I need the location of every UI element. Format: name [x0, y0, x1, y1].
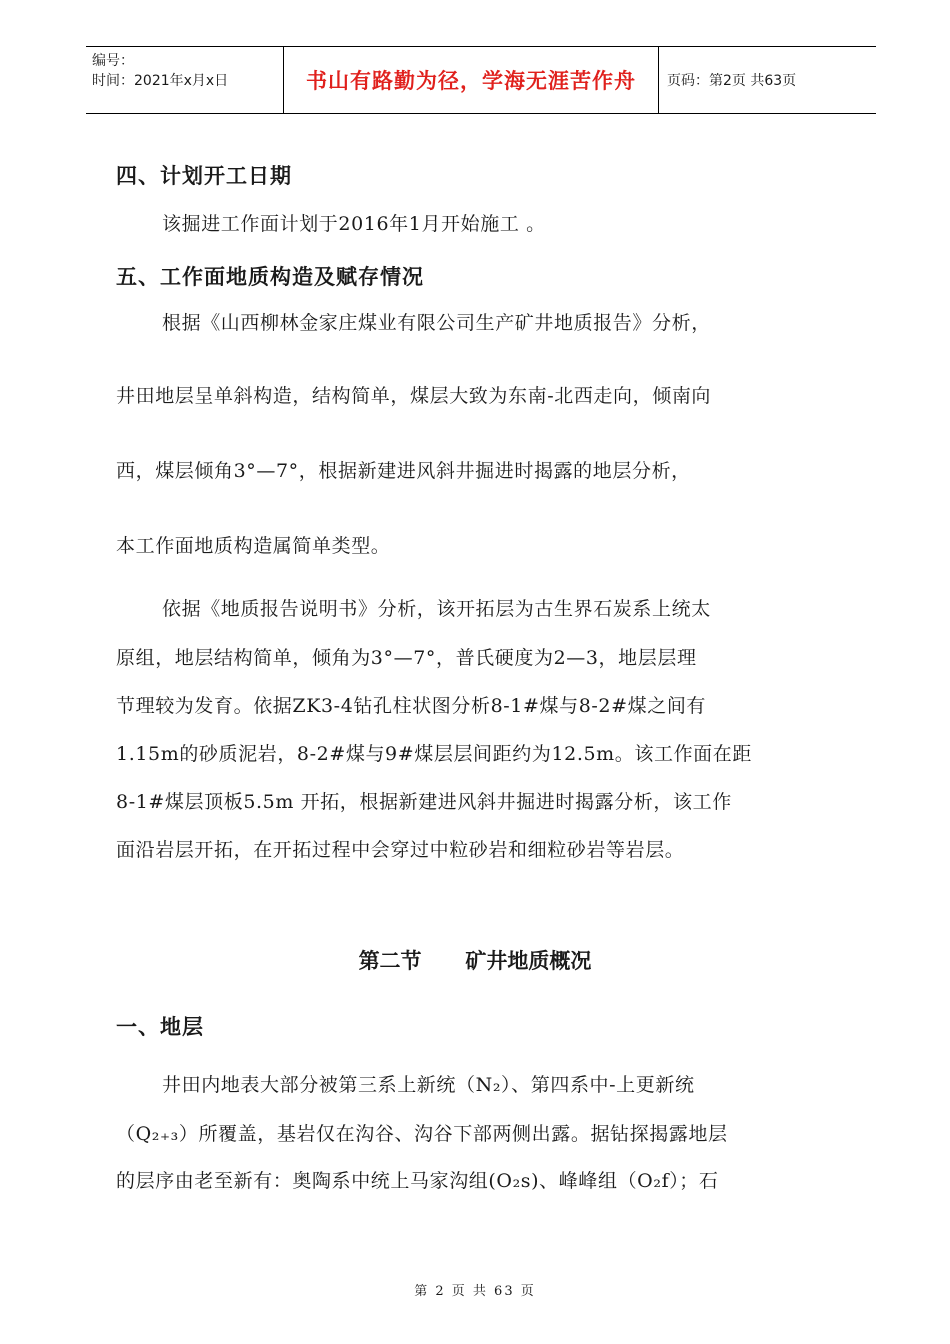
paragraph-2	[116, 596, 851, 864]
paragraph-1-cont	[116, 383, 851, 410]
date-label: 时间：2021年x月x日	[92, 73, 229, 89]
paragraph-1	[116, 310, 851, 337]
section-4-heading: 四、计划开工日期	[116, 164, 292, 188]
paragraph-line: 依据《地质报告说明书》分析，该开拓层为古生界石炭系上统太	[162, 598, 711, 620]
paragraph-line: 的层序由老至新有：奥陶系中统上马家沟组(O₂s)、峰峰组（O₂f）；石	[116, 1170, 719, 1192]
paragraph-line: 8-1#煤层顶板5.5m 开拓，根据新建进风斜井掘进时揭露分析，该工作	[116, 791, 732, 813]
paragraph-3	[116, 1072, 851, 1195]
paragraph-1-cont	[116, 533, 851, 560]
paragraph-line: 原组，地层结构简单，倾角为3°—7°，普氏硬度为2—3，地层层理	[116, 647, 697, 669]
header-page-number: 页码：第2页 共63页	[667, 73, 797, 89]
section-4-text: 该掘进工作面计划于2016年1月开始施工 。	[162, 213, 546, 235]
section-5-heading: 五、工作面地质构造及赋存情况	[116, 265, 424, 289]
paragraph-line: 井田地层呈单斜构造，结构简单，煤层大致为东南-北西走向，倾南向	[116, 385, 712, 407]
header-motto: 书山有路勤为径，学海无涯苦作舟	[284, 47, 659, 113]
doc-number-label: 编号：	[92, 53, 134, 69]
paragraph-line: 本工作面地质构造属简单类型。	[116, 535, 391, 557]
chapter-title: 第二节 矿井地质概况	[358, 949, 592, 973]
page-header	[86, 46, 876, 114]
paragraph-line: （Q₂₊₃）所覆盖，基岩仅在沟谷、沟谷下部两侧出露。据钻探揭露地层	[116, 1123, 728, 1145]
paragraph-line: 西，煤层倾角3°—7°，根据新建进风斜井掘进时揭露的地层分析，	[116, 460, 691, 482]
paragraph-line: 根据《山西柳林金家庄煤业有限公司生产矿井地质报告》分析，	[162, 312, 711, 334]
paragraph-line: 节理较为发育。依据ZK3-4钻孔柱状图分析8-1#煤与8-2#煤之间有	[116, 695, 707, 717]
paragraph-1-cont	[116, 458, 851, 485]
section-1-heading: 一、地层	[116, 1015, 204, 1039]
page-footer: 第 2 页 共 63 页	[414, 1284, 536, 1299]
header-meta	[86, 47, 284, 113]
paragraph-line: 1.15m的砂质泥岩，8-2#煤与9#煤层层间距约为12.5m。该工作面在距	[116, 743, 752, 765]
paragraph-line: 面沿岩层开拓，在开拓过程中会穿过中粒砂岩和细粒砂岩等岩层。	[116, 839, 685, 861]
paragraph-line: 井田内地表大部分被第三系上新统（N₂）、第四系中-上更新统	[162, 1074, 695, 1096]
